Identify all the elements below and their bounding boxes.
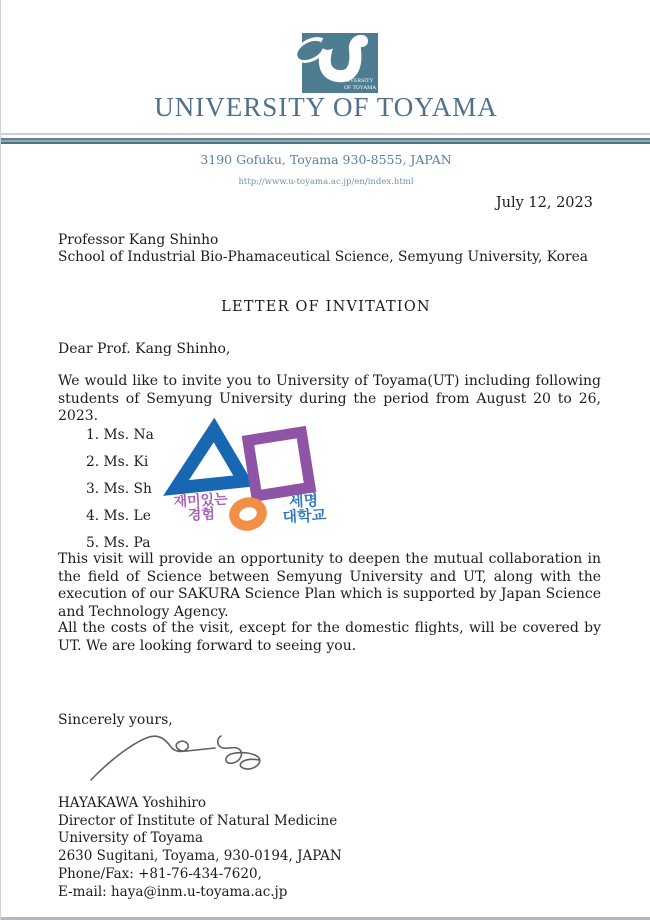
student-item: 1. Ms. Na	[86, 427, 154, 443]
signer-title: Director of Institute of Natural Medicine	[58, 812, 338, 829]
triangle-icon	[176, 430, 244, 488]
closing-phrase: Sincerely yours,	[58, 712, 173, 728]
recipient-block	[58, 232, 588, 265]
semyung-korean-name	[272, 492, 335, 525]
signer-email[interactable]: E-mail: haya@inm.u-toyama.ac.jp	[58, 883, 288, 900]
student-item: 2. Ms. Ki	[86, 454, 149, 470]
signer-block	[58, 795, 342, 901]
square-icon	[248, 432, 310, 496]
header-divider-thin	[1, 133, 650, 135]
semyung-university-logo	[161, 418, 393, 546]
semyung-logo-shapes-icon	[161, 418, 393, 546]
student-item: 3. Ms. Sh	[86, 481, 152, 497]
postal-address: 3190 Gofuku, Toyama 930-8555, JAPAN	[200, 152, 452, 167]
korean-name-line2: 대학교	[282, 505, 327, 527]
signer-organization: University of Toyama	[58, 830, 204, 847]
university-name: UNIVERSITY OF TOYAMA	[154, 92, 498, 122]
recipient-affiliation: School of Industrial Bio-Phamaceutical Science, Semyung University, Korea	[58, 248, 588, 265]
korean-name-line1: 세명	[288, 491, 319, 511]
salutation: Dear Prof. Kang Shinho,	[58, 341, 231, 357]
signer-name: HAYAKAWA Yoshihiro	[58, 795, 206, 811]
student-item: 4. Ms. Le	[86, 508, 151, 524]
korean-slogan-line1: 재미있는	[173, 491, 229, 511]
student-list	[86, 427, 154, 562]
logo-caption-line2: OF TOYAMA	[344, 85, 377, 91]
paragraph-invitation: We would like to invite you to University of Toyama(UT) including following students of Semyung University during the period from August 20 to 26, 2023.	[58, 373, 601, 425]
signer-address: 2630 Sugitani, Toyama, 930-0194, JAPAN	[58, 848, 342, 865]
letter-title: LETTER OF INVITATION	[221, 299, 431, 315]
logo-caption-line1: UNIVERSITY	[340, 78, 374, 84]
semyung-korean-slogan	[168, 492, 233, 523]
university-of-toyama-logo-icon	[273, 22, 389, 96]
paragraph-collaboration: This visit will provide an opportunity to deepen the mutual collaboration in the field of Science between Semyung University and UT, along with the execution of our SAKURA Science Plan which is supported by Japan Science and Technology Agency.	[58, 551, 601, 620]
recipient-name: Professor Kang Shinho	[58, 232, 219, 248]
student-item: 5. Ms. Pa	[86, 535, 151, 551]
letter-date: July 12, 2023	[495, 195, 593, 211]
signer-phone-fax: Phone/Fax: +81-76-434-7620,	[58, 865, 262, 882]
header-divider-band	[1, 138, 650, 144]
circle-icon	[232, 499, 265, 528]
paragraph-costs: All the costs of the visit, except for the domestic flights, will be covered by UT. We are looking forward to seeing you.	[58, 620, 601, 654]
website-link[interactable]: http://www.u-toyama.ac.jp/en/index.html	[238, 177, 414, 187]
korean-slogan-line2: 경험	[187, 506, 216, 524]
signature-icon	[83, 727, 268, 789]
